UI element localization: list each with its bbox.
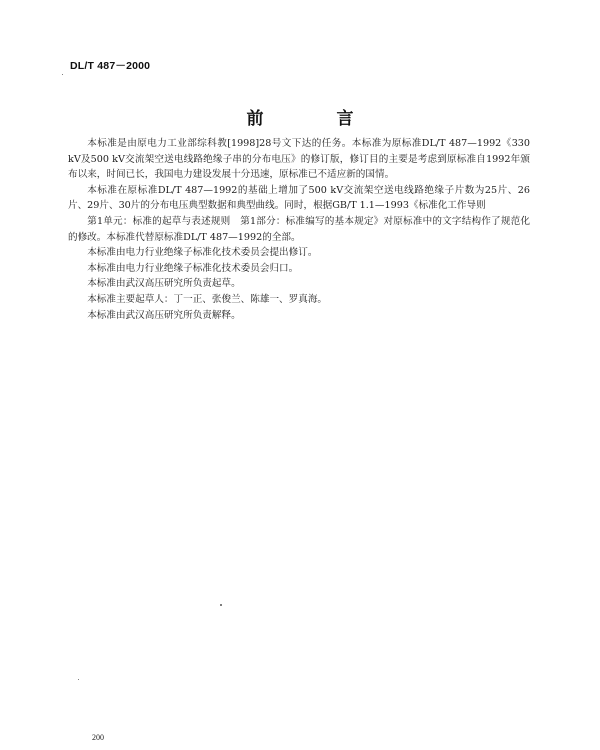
scan-speck: [78, 679, 79, 680]
paragraph-authors: 本标准主要起草人：丁一正、张俊兰、陈雄一、罗真海。: [87, 293, 328, 305]
paragraph-proposer: 本标准由电力行业绝缘子标准化技术委员会提出修订。: [87, 247, 318, 259]
scan-speck: [220, 604, 222, 606]
paragraph-additions: 本标准在原标准DL/T 487—1992的基础上增加了500 kV交流架空送电线路绝缘子片数为25片、26片、29片、30片的分布电压典型数据和典型曲线。同时，根据GB/T 1.1—1993《标准化工作导则: [68, 184, 530, 212]
page-number: 200: [92, 733, 104, 742]
paragraph-drafter: 本标准由武汉高压研究所负责起草。: [87, 278, 241, 290]
paragraph-origin: 本标准是由原电力工业部综科教[1998]28号文下达的任务。本标准为原标准DL/T 487—1992《330 kV及500 kV交流架空送电线路绝缘子串的分布电压》的修订版，修订目的主要是考虑到原标准自1992年颁布以来，时间已长，我国电力建设发展十分迅速，原标准已不适应新的国情。: [68, 138, 530, 181]
standard-code: DL/T 487－2000: [70, 60, 151, 72]
scan-speck: [62, 74, 63, 75]
paragraph-revision: 第1单元：标准的起草与表述规则 第1部分：标准编写的基本规定》对原标准中的文字结构作了规范化的修改。本标准代替原标准DL/T 487—1992的全部。: [68, 215, 530, 243]
paragraph-custodian: 本标准由电力行业绝缘子标准化技术委员会归口。: [87, 262, 299, 274]
page-title: 前 言: [246, 109, 382, 129]
paragraph-interpretation: 本标准由武汉高压研究所负责解释。: [87, 309, 241, 321]
preface-body: [68, 136, 530, 323]
